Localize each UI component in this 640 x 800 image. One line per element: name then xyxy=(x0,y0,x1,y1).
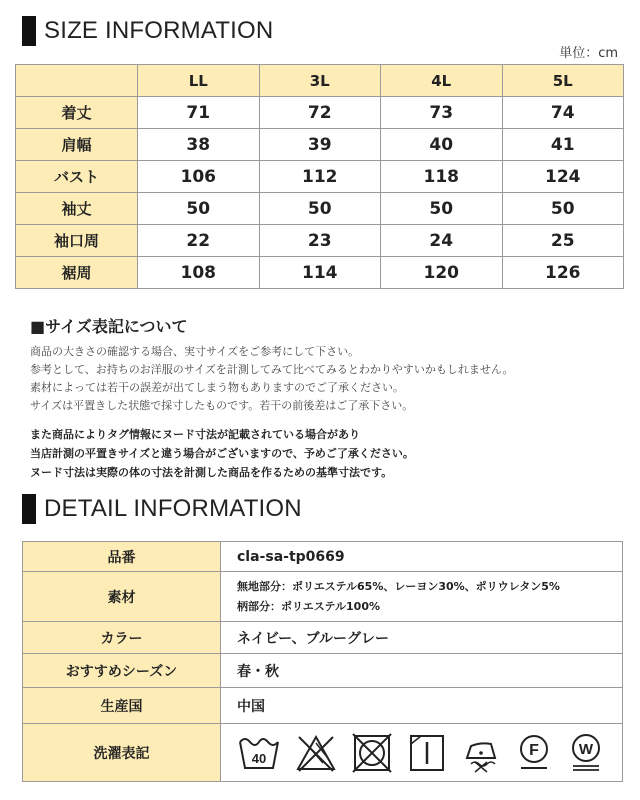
note-line: 商品の大きさの確認する場合、実寸サイズをご参考にして下さい。 xyxy=(30,345,360,358)
detail-label-product-code: 品番 xyxy=(23,542,221,572)
table-row xyxy=(16,225,624,257)
note-bold-line: また商品によりタグ情報にヌード寸法が記載されている場合があり xyxy=(30,428,360,441)
detail-value-origin: 中国 xyxy=(221,688,623,724)
detail-label-season: おすすめシーズン xyxy=(23,654,221,688)
detail-value-product-code: cla-sa-tp0669 xyxy=(221,542,623,572)
no-tumble-dry-icon xyxy=(351,732,393,774)
size-row-label: 袖丈 xyxy=(16,193,138,225)
size-value: 40 xyxy=(381,129,503,161)
size-value: 23 xyxy=(259,225,381,257)
line-dry-icon xyxy=(407,732,447,774)
table-row xyxy=(23,542,623,572)
notes-title: ■サイズ表記について xyxy=(30,317,188,336)
size-col-5l: 5L xyxy=(502,65,624,97)
table-row xyxy=(16,97,624,129)
care-symbols xyxy=(237,732,622,774)
size-row-label: 裾周 xyxy=(16,257,138,289)
table-row xyxy=(23,724,623,782)
size-section-title: SIZE INFORMATION xyxy=(44,17,274,44)
section-bar xyxy=(22,494,36,524)
size-col-4l: 4L xyxy=(381,65,503,97)
unit-label: 単位：cm xyxy=(559,46,618,61)
table-row xyxy=(23,572,623,622)
note-line: サイズは平置きした状態で採寸したものです。若干の前後差はご了承下さい。 xyxy=(30,399,414,412)
size-value: 39 xyxy=(259,129,381,161)
size-value: 50 xyxy=(502,193,624,225)
size-value: 50 xyxy=(259,193,381,225)
size-value: 38 xyxy=(138,129,260,161)
size-value: 41 xyxy=(502,129,624,161)
size-value: 124 xyxy=(502,161,624,193)
size-section-header xyxy=(22,16,273,46)
detail-section-header xyxy=(22,494,302,524)
detail-section-title: DETAIL INFORMATION xyxy=(44,495,302,522)
size-value: 50 xyxy=(381,193,503,225)
size-value: 120 xyxy=(381,257,503,289)
wash-tub-40-icon xyxy=(237,732,281,774)
size-row-label: 肩幅 xyxy=(16,129,138,161)
note-bold-line: ヌード寸法は実際の体の寸法を計測した商品を作るための基準寸法です。 xyxy=(30,466,393,479)
notes-body xyxy=(30,343,514,415)
size-header-row xyxy=(16,65,624,97)
wetclean-w-icon xyxy=(567,732,605,774)
size-value: 71 xyxy=(138,97,260,129)
iron-low-icon xyxy=(461,732,501,774)
size-value: 24 xyxy=(381,225,503,257)
detail-label-material: 素材 xyxy=(23,572,221,622)
size-row-label: 袖口周 xyxy=(16,225,138,257)
detail-label-care: 洗濯表記 xyxy=(23,724,221,782)
note-bold-line: 当店計測の平置きサイズと違う場合がございますので、予めご了承ください。 xyxy=(30,447,414,460)
size-table xyxy=(15,64,624,289)
size-value: 112 xyxy=(259,161,381,193)
detail-label-origin: 生産国 xyxy=(23,688,221,724)
size-value: 73 xyxy=(381,97,503,129)
size-value: 22 xyxy=(138,225,260,257)
detail-value-season: 春・秋 xyxy=(221,654,623,688)
detail-label-color: カラー xyxy=(23,622,221,654)
size-value: 74 xyxy=(502,97,624,129)
no-bleach-icon xyxy=(295,733,337,773)
material-line: 無地部分：ポリエステル65%、レーヨン30%、ポリウレタン5% xyxy=(237,579,560,593)
table-row xyxy=(16,193,624,225)
note-line: 素材によっては若干の誤差が出てしまう物もありますのでご了承ください。 xyxy=(30,381,404,394)
wash-temp-text: 40 xyxy=(251,750,267,766)
dryclean-f-text: F xyxy=(529,741,539,759)
size-corner-cell xyxy=(16,65,138,97)
detail-value-care xyxy=(221,724,623,782)
table-row xyxy=(16,161,624,193)
size-value: 50 xyxy=(138,193,260,225)
dryclean-f-icon xyxy=(515,732,553,774)
table-row xyxy=(23,622,623,654)
size-value: 118 xyxy=(381,161,503,193)
table-row xyxy=(23,654,623,688)
table-row xyxy=(23,688,623,724)
size-value: 106 xyxy=(138,161,260,193)
detail-value-material xyxy=(221,572,623,622)
section-bar xyxy=(22,16,36,46)
wetclean-w-text: W xyxy=(578,740,594,758)
size-value: 25 xyxy=(502,225,624,257)
detail-value-color: ネイビー、ブルーグレー xyxy=(221,622,623,654)
size-value: 72 xyxy=(259,97,381,129)
note-line: 参考として、お持ちのお洋服のサイズを計測してみて比べてみるとわかりやすいかもしれません。 xyxy=(30,363,514,376)
size-col-ll: LL xyxy=(138,65,260,97)
size-row-label: 着丈 xyxy=(16,97,138,129)
size-value: 108 xyxy=(138,257,260,289)
table-row xyxy=(16,257,624,289)
material-line: 柄部分：ポリエステル100% xyxy=(237,599,380,613)
size-col-3l: 3L xyxy=(259,65,381,97)
size-row-label: バスト xyxy=(16,161,138,193)
size-value: 126 xyxy=(502,257,624,289)
detail-table xyxy=(22,541,623,782)
size-value: 114 xyxy=(259,257,381,289)
notes-bold-body xyxy=(30,425,414,482)
table-row xyxy=(16,129,624,161)
